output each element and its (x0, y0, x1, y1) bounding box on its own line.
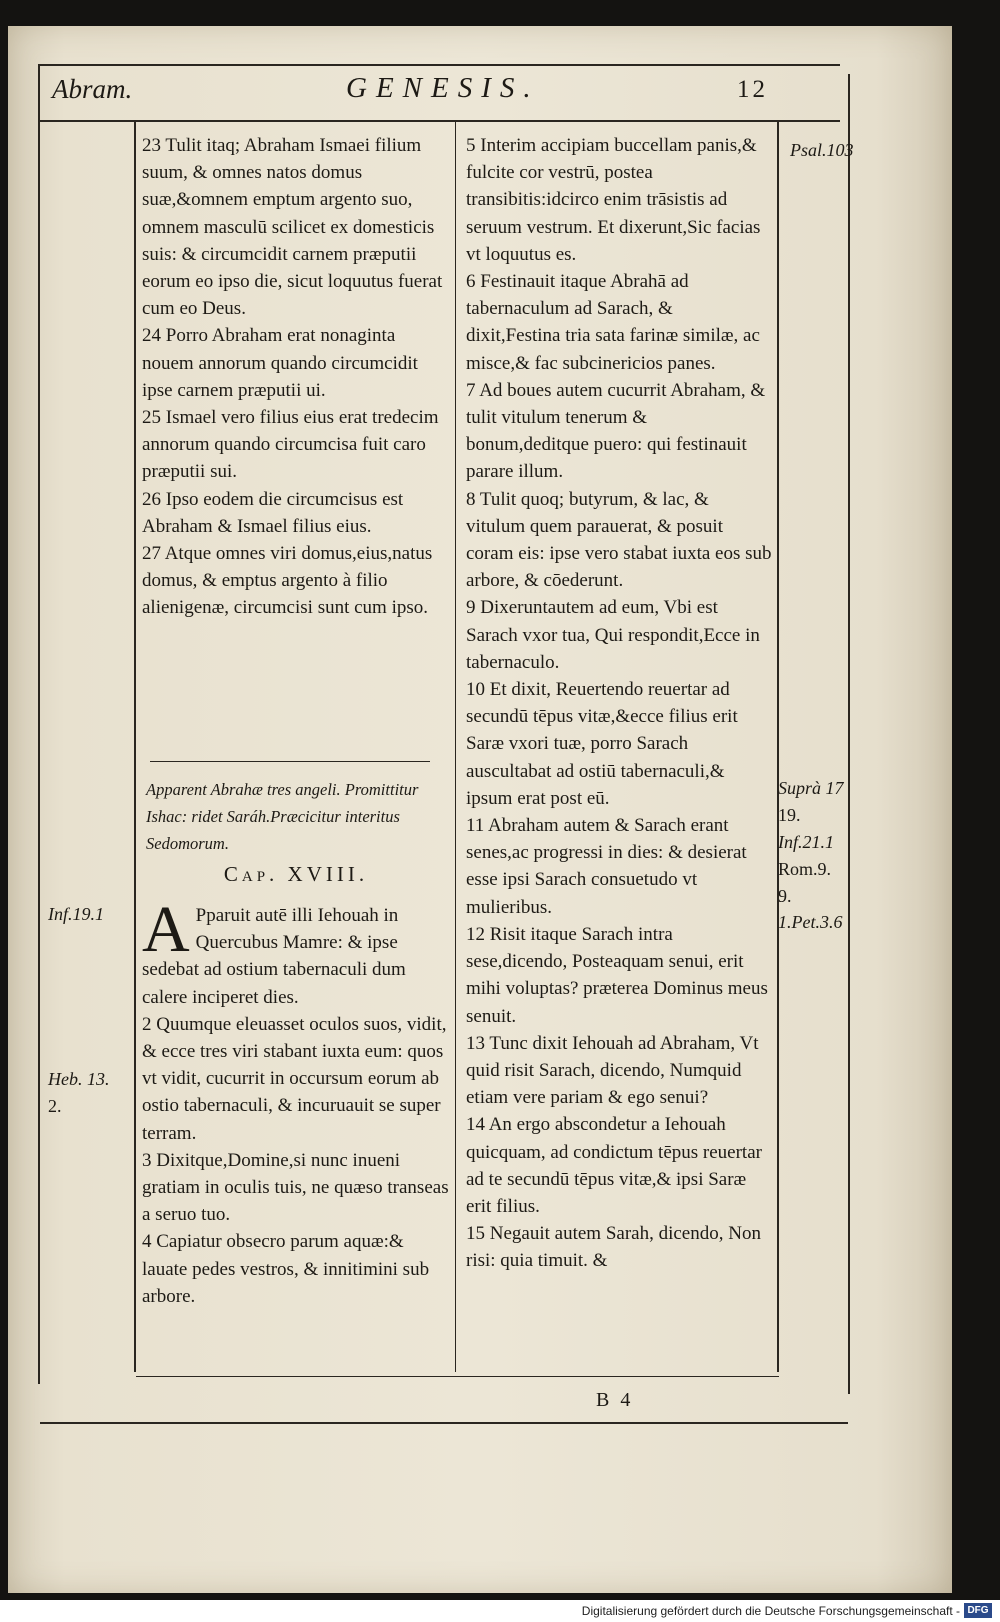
verse-9: 9 Dixeruntautem ad eum, Vbi est Sarach vxor tua, Qui respondit,Ecce in tabernaculo. (466, 597, 760, 673)
top-rule (40, 64, 840, 66)
verse-6: 6 Festinauit itaque Abrahā ad tabernaculum ad Sarach, & dixit,Festina tria sata farinæ similæ, ac misce,& fac subcinericios panes. (466, 271, 760, 374)
verse-15: 15 Negauit autem Sarah, dicendo, Non risi: quia timuit. & (466, 1223, 761, 1272)
verse-26: 26 Ipso eodem die circumcisus est Abraham & Ismael filius eius. (142, 488, 404, 537)
running-head-title: GENESIS. (346, 72, 540, 104)
verse-3: 3 Dixitque,Domine,si nunc inueni gratiam in oculis tuis, ne quæso transeas a seruo tuo. (142, 1149, 449, 1226)
margin-note-supra: Suprà 17 (778, 778, 844, 798)
verse-11: 11 Abraham autem & Sarach erant senes,ac progressi in dies: & desierat esse ipsi Sarach consuetudo vt mulieribus. (466, 815, 747, 918)
verse-27: 27 Atque omnes viri domus,eius,natus domus, & emptus argento à filio alienigenæ, circumcisi sunt cum ipso. (142, 543, 433, 619)
drop-capital: A (142, 893, 190, 966)
margin-note-heb: Heb. 13. (48, 1069, 110, 1089)
inner-left-rule (134, 122, 136, 1372)
page-number: 12 (737, 76, 768, 103)
margin-note-inf-19: Inf.19.1 (48, 904, 104, 924)
verse-13: 13 Tunc dixit Iehouah ad Abraham, Vt quid risit Sarach, dicendo, Numquid etiam vere pariam & ego senui? (466, 1032, 759, 1109)
verse-1-text: Pparuit autē illi Iehouah in Quercubus Mamre: & ipse sedebat ad ostium tabernaculi dum calere inciperet dies. (142, 905, 406, 1008)
signature-mark: B 4 (596, 1389, 634, 1411)
left-column-chapter (142, 893, 450, 1310)
margin-note-supra-cont: 19. (778, 805, 801, 825)
verse-14: 14 An ergo abscondetur a Iehouah quicquam, ad condictum tēpus reuertar ad te secundū tēpus vitæ,& ipsi Saræ erit filius. (466, 1114, 762, 1217)
verse-4: 4 Capiatur obsecro parum aquæ:& lauate pedes vestros, & innitimini sub arbore. (142, 1231, 430, 1307)
outer-bottom-rule (40, 1422, 848, 1424)
column-divider (455, 122, 456, 1372)
verse-12: 12 Risit itaque Sarach intra sese,dicendo, Posteaquam senui, erit mihi voluptas? præterea Dominus meus senuit. (466, 923, 768, 1027)
bottom-rule (136, 1376, 779, 1377)
left-frame-rule (38, 64, 40, 1384)
running-head-left: Abram. (52, 74, 133, 104)
verse-7: 7 Ad boues autem cucurrit Abraham, & tulit vitulum tenerum & bonum,deditque puero: qui festinauit parare illum. (466, 379, 766, 483)
margin-note-psalm: Psal.103 (790, 140, 854, 160)
margin-note-rom-cont: 9. (778, 886, 792, 906)
right-column (466, 132, 772, 1275)
header-rule (40, 120, 840, 122)
summary-rule (150, 761, 430, 762)
chapter-summary: Apparent Abrahæ tres angeli. Promittitur Ishac: ridet Saráh.Præcicitur interitus Sedomorum. (146, 780, 419, 853)
verse-2: 2 Quumque eleuasset oculos suos, vidit, & ecce tres viri stabant iuxta eum: quos vt vidit, cucurrit in occursum eorum ab ostio tabernaculi, & incuruauit se super terram. (142, 1013, 447, 1144)
dfg-logo: DFG (964, 1603, 992, 1618)
verse-23: 23 Tulit itaq; Abraham Ismaei filium suum, & omnes natos domus suæ,&omnem emptum argento suo, omnem masculū scilicet ex domesticis suis: & circumcidit carnem præputii eorum eo ipso die, sicut loquutus fuerat cum eo Deus. (142, 135, 443, 320)
margin-note-pet: 1.Pet.3.6 (778, 912, 843, 932)
verse-1 (142, 893, 450, 1011)
verse-5: 5 Interim accipiam buccellam panis,& fulcite cor vestrū, postea transibitis:idcirco enim trāsistis ad seruum vestrum. Et dixerunt,Sic facias vt loquutus es. (466, 135, 761, 265)
inner-right-rule (777, 122, 779, 1372)
footer-credit: Digitalisierung gefördert durch die Deutsche Forschungsgemeinschaft - (581, 1604, 960, 1618)
chapter-title: Cap. XVIII. (223, 862, 369, 886)
verse-24: 24 Porro Abraham erat nonaginta nouem annorum quando circumcidit ipse carnem præputii ui. (142, 325, 418, 401)
margin-note-heb-cont: 2. (48, 1096, 62, 1116)
verse-10: 10 Et dixit, Reuertendo reuertar ad secundū tēpus vitæ,&ecce filius erit Saræ vxori tuæ, porro Sarach auscultabat ad ostiū tabernaculi,& ipsum erat post eū. (466, 679, 738, 809)
margin-note-rom: Rom.9. (778, 859, 832, 879)
verse-8: 8 Tulit quoq; butyrum, & lac, & vitulum quem parauerat, & posuit coram eis: ipse vero stabat iuxta eos sub arbore, & cōederunt. (466, 488, 772, 592)
left-column-top (142, 132, 450, 622)
margin-note-inf-21: Inf.21.1 (778, 832, 834, 852)
verse-25: 25 Ismael vero filius eius erat tredecim annorum quando circumcisa fuit caro præputii sui. (142, 407, 439, 483)
right-frame-rule (848, 74, 850, 1394)
